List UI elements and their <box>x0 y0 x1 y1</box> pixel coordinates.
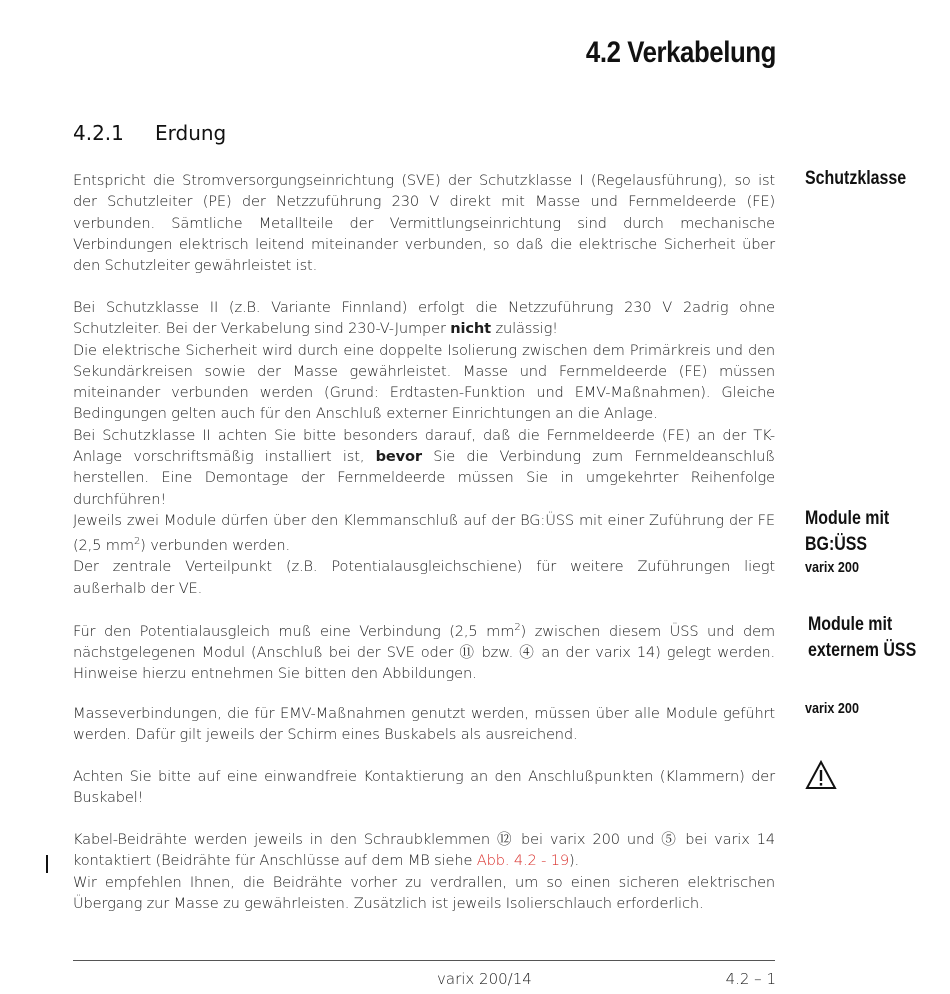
paragraph-beidraehte <box>73 829 775 914</box>
paragraph: Achten Sie bitte auf eine einwandfreie Kontaktierung an den Anschlußpunkten (Klammern) der Buskabel! <box>73 768 775 807</box>
text-run: Sie die Verbindung zum Fernmeldeanschluß herstellen. Eine Demontage der Fernmeldeerde müssen Sie in umgekehrter Reihenfolge durchführen! <box>73 448 776 508</box>
figure-reference-link[interactable]: Abb. 4.2 - 19 <box>476 852 569 870</box>
paragraph-schutzklasse-1 <box>73 170 775 276</box>
circled-number-11: ⑪ <box>459 644 476 662</box>
circled-number-5: ⑤ <box>661 831 679 848</box>
change-bar <box>46 855 48 873</box>
footer-rule <box>73 960 775 961</box>
emphasis-nicht: nicht <box>450 320 491 338</box>
paragraph-module-bgus <box>73 510 775 599</box>
page-number: 4.2 – 1 <box>725 970 776 988</box>
paragraph-kontaktierung <box>73 766 775 809</box>
text-run: Bei Schutzklasse II achten Sie bitte besonders darauf, daß die Fernmeldeerde (FE) an der TK-Anlage vorschriftsmäßig installiert ist, <box>73 426 775 466</box>
text-run: Kabel-Beidrähte werden jeweils in den Schraubklemmen <box>73 831 497 848</box>
margin-note-varix200: varix 200 <box>805 700 859 717</box>
margin-note-module-extern <box>808 612 916 664</box>
margin-note-line: BG:ÜSS <box>805 534 868 555</box>
paragraph: Entspricht die Stromversorgungseinrichtung (SVE) der Schutzklasse I (Regelausführung), so ist der Schutzleiter (PE) der Netzzuführung 230 V direkt mit Masse und Fernmeldeerde (FE) verbunden. Sämtliche Metallteile der Vermittlungseinrichtung sind durch mechanische Verbindungen elektrisch leitend miteinander verbunden, so daß die elektrische Sicherheit über den Schutzleiter gewährleistet ist. <box>73 172 775 275</box>
text-run: ). <box>568 852 580 870</box>
margin-note-line: Module mit <box>805 508 890 529</box>
paragraph: Die elektrische Sicherheit wird durch eine doppelte Isolierung zwischen dem Primärkreis und den Sekundärkreisen sowie der Masse gewährleistet. Masse und Fernmeldeerde (FE) müssen miteinander verbunden werden (Grund: Erdtasten-Funktion und EMV-Maßnahmen). Gleiche Bedingungen gelten auch für den Anschluß externer Einrichtungen an die Anlage. <box>73 341 775 423</box>
margin-note-line: externem ÜSS <box>808 640 917 661</box>
paragraph <box>73 425 775 510</box>
section-heading <box>73 121 226 145</box>
superscript: 2 <box>514 622 521 633</box>
text-run: Jeweils zwei Module dürfen über den Klemmanschluß auf der BG:ÜSS mit einer Zuführung der FE (2,5 mm <box>73 512 775 555</box>
text-run: an der varix 14) gelegt werden. Hinweise hierzu entnehmen Sie bitten den Abbildungen. <box>73 644 775 683</box>
paragraph-potentialausgleich <box>73 617 775 685</box>
text-run: bei varix 200 und <box>513 831 662 848</box>
paragraph <box>73 297 775 340</box>
paragraph-schutzklasse-2 <box>73 297 775 510</box>
section-number: 4.2.1 <box>73 121 124 145</box>
paragraph <box>73 617 775 685</box>
paragraph: Wir empfehlen Ihnen, die Beidrähte vorher zu verdrallen, um so einen sicheren elektrischen Übergang zur Masse zu gewährleisten. Zusätzlich ist jeweils Isolierschlauch erforderlich. <box>73 873 775 912</box>
margin-note-module-bgus <box>805 506 889 578</box>
text-run: bei varix 14 kontaktiert (Beidrähte für Anschlüsse auf dem MB siehe <box>73 831 776 870</box>
circled-number-4: ④ <box>519 644 536 662</box>
margin-note-schutzklasse: Schutzklasse <box>805 168 907 189</box>
text-run: bzw. <box>475 644 520 662</box>
paragraph: Masseverbindungen, die für EMV-Maßnahmen genutzt werden, müssen über alle Module geführt werden. Dafür gilt jeweils der Schirm eines Buskabels als ausreichend. <box>73 705 775 744</box>
footer-product: varix 200/14 <box>437 970 532 988</box>
margin-note-line: Module mit <box>808 614 893 635</box>
warning-triangle-icon <box>805 760 837 790</box>
text-run: ) zwischen diesem ÜSS und dem nächstgelegenen Modul (Anschluß bei der SVE oder <box>73 622 775 662</box>
paragraph: Der zentrale Verteilpunkt (z.B. Potentialausgleichschiene) für weitere Zuführungen liegt außerhalb der VE. <box>73 558 775 597</box>
paragraph-masseverbindungen <box>73 703 775 746</box>
margin-note-line: varix 200 <box>805 559 859 576</box>
text-run: Für den Potentialausgleich muß eine Verbindung (2,5 mm <box>73 622 515 640</box>
chapter-title: 4.2 Verkabelung <box>585 36 776 69</box>
text-run: Bei Schutzklasse II (z.B. Variante Finnland) erfolgt die Netzzuführung 230 V 2adrig ohne Schutzleiter. Bei der Verkabelung sind 230-V-Jumper <box>73 299 775 338</box>
section-title: Erdung <box>155 121 227 145</box>
circled-number-12: ⑫ <box>496 831 514 848</box>
superscript: 2 <box>133 536 141 548</box>
text-run: ) verbunden werden. <box>140 537 290 555</box>
text-run: zulässig! <box>490 320 558 338</box>
emphasis-bevor: bevor <box>375 448 422 466</box>
paragraph <box>73 829 775 872</box>
paragraph <box>73 510 775 556</box>
